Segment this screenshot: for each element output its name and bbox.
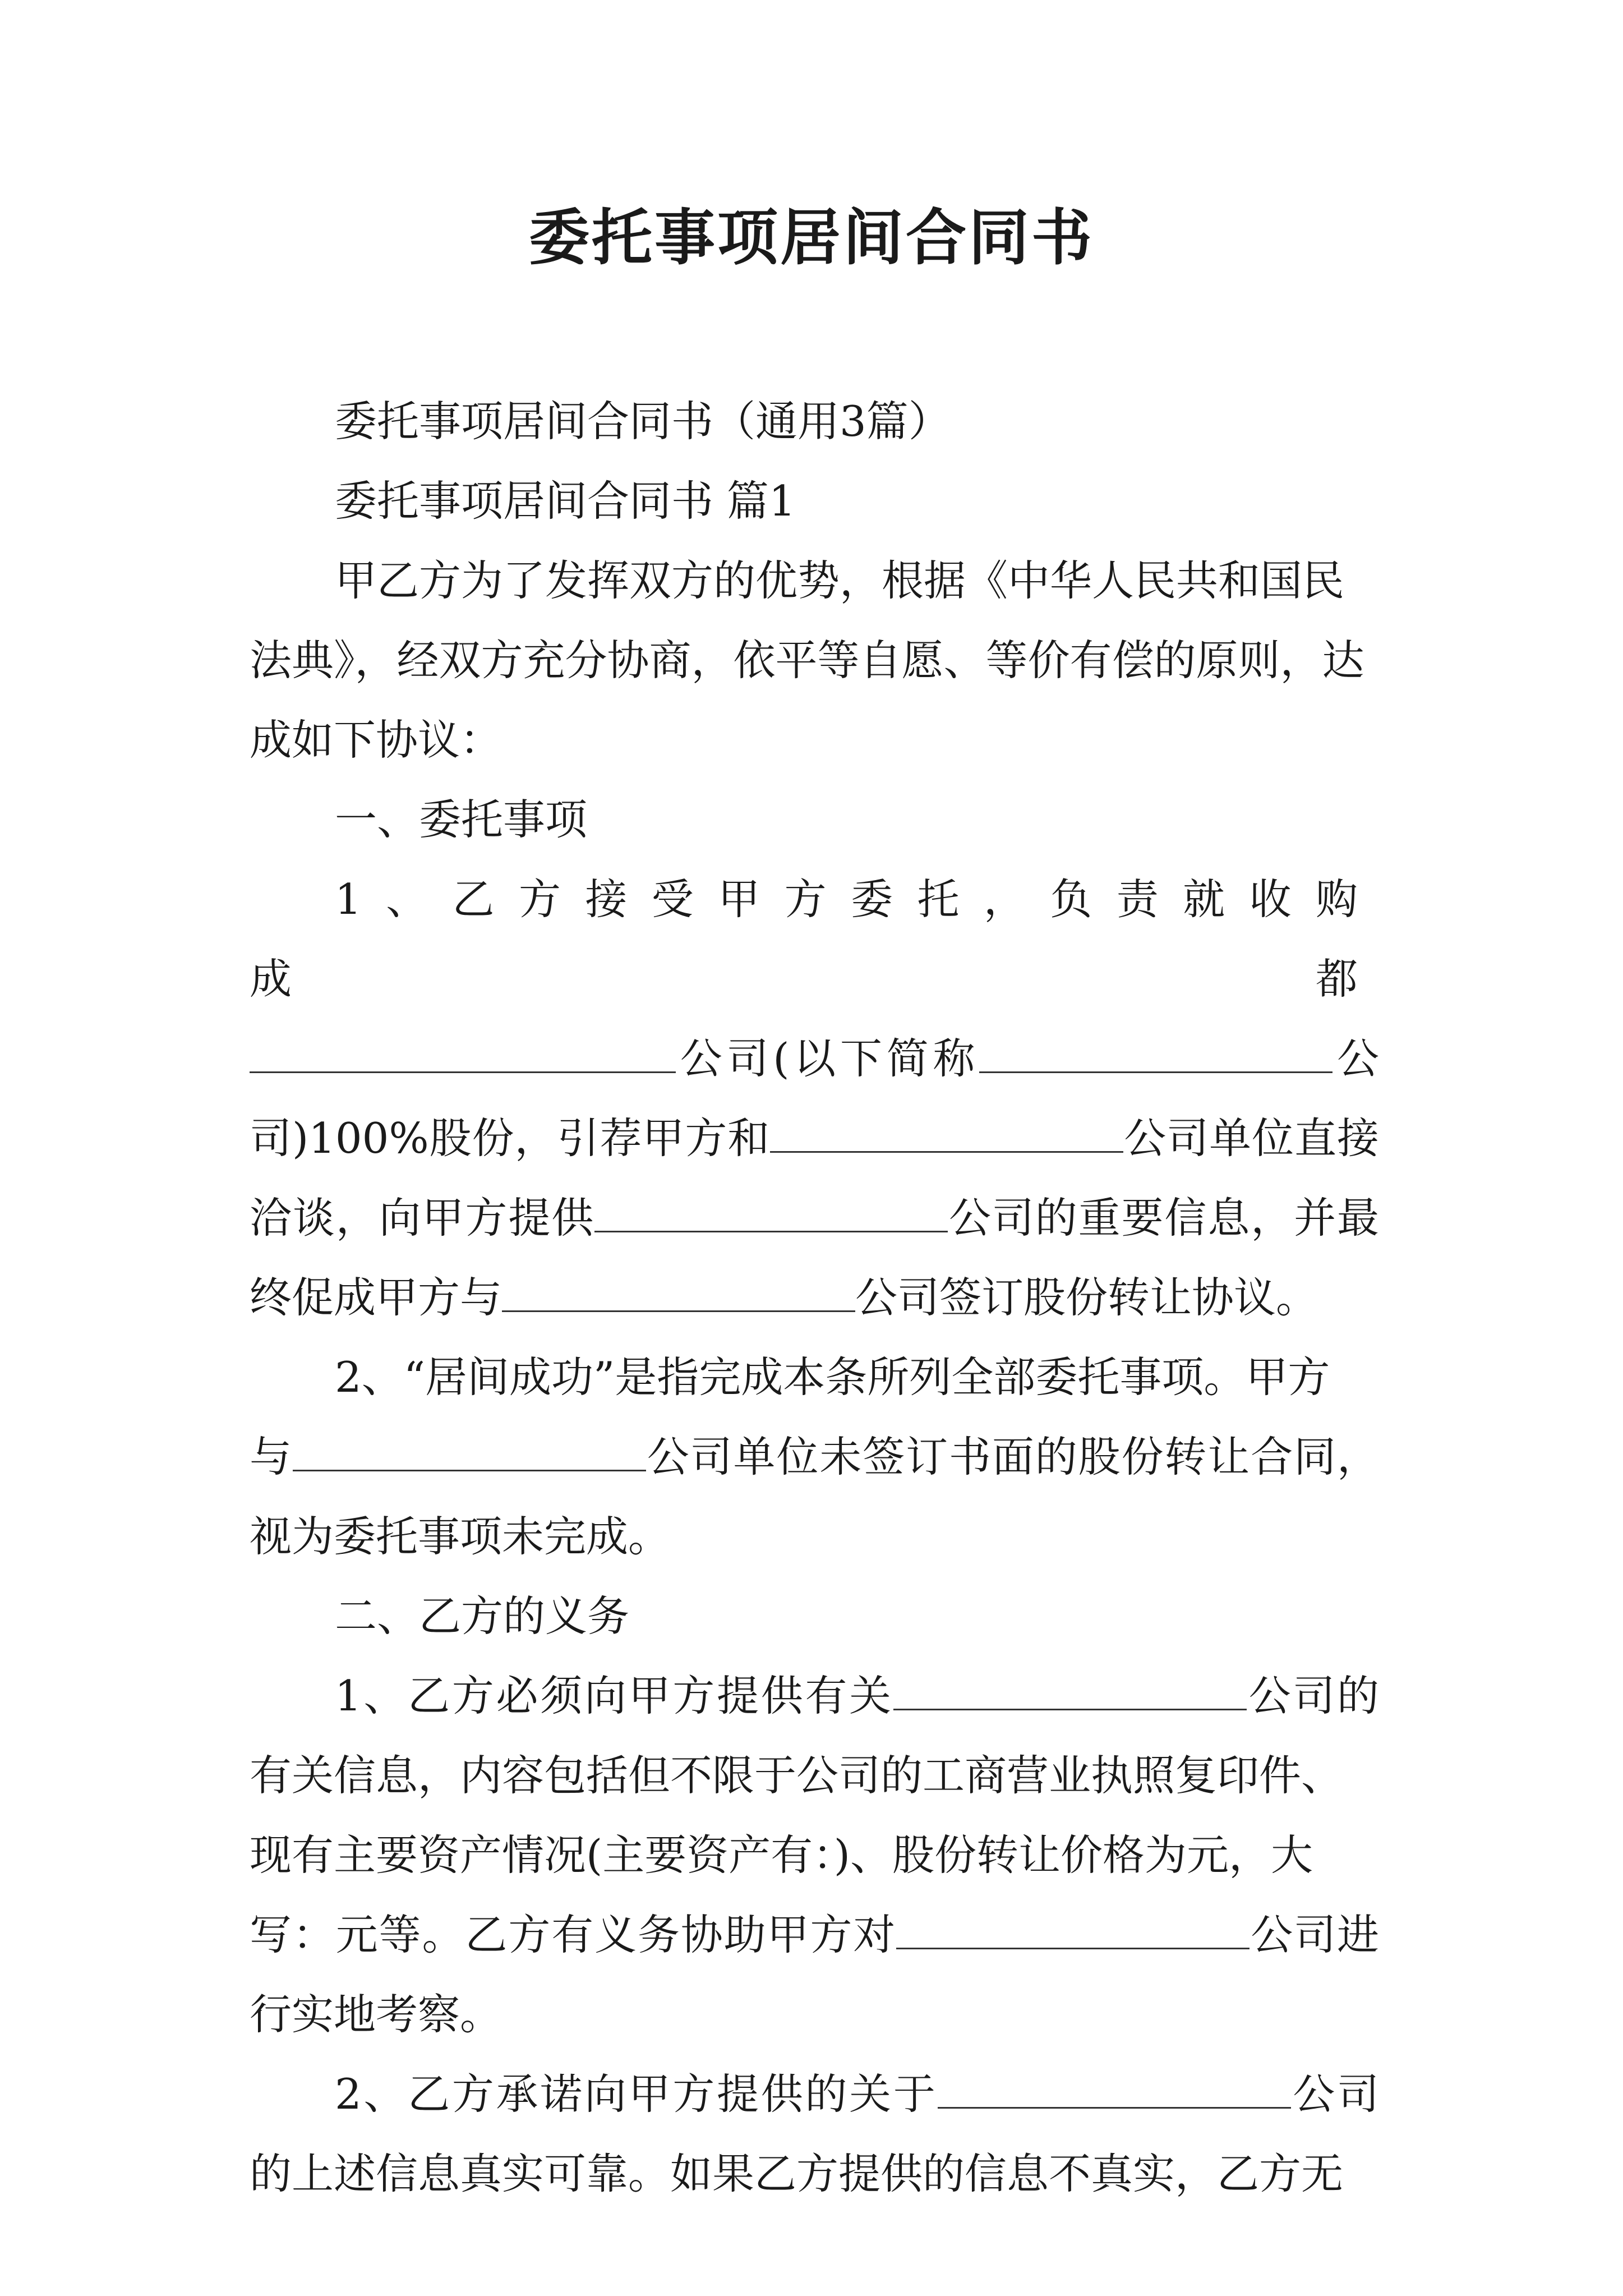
clause-text: 公司签订股份转让协议。 bbox=[855, 1273, 1318, 1322]
heading-entrusted-matters: 一、委托事项 bbox=[335, 795, 588, 844]
clause-1-2 bbox=[250, 1337, 1379, 1576]
clause-2-1-line3: 现有主要资产情况(主要资产有：)、股份转让价格为元，大 bbox=[250, 1830, 1313, 1880]
clause-text: 公司的 bbox=[1246, 1671, 1379, 1720]
heading-party-b-obligations: 二、乙方的义务 bbox=[335, 1591, 630, 1641]
intro-paragraph bbox=[250, 541, 1379, 780]
clause-text: 公司(以下简称 bbox=[676, 1034, 980, 1083]
blank-line bbox=[293, 1429, 646, 1471]
clause-text: 终促成甲方与 bbox=[250, 1273, 502, 1322]
clause-2-2-line1 bbox=[250, 2054, 1379, 2134]
blank-line bbox=[770, 1111, 1123, 1153]
clause-2-1-line5: 行实地考察。 bbox=[250, 1990, 502, 2039]
clause-1-2-line3: 视为委托事项未完成。 bbox=[250, 1512, 671, 1561]
clause-text: 公司单位未签订书面的股份转让合同， bbox=[645, 1432, 1379, 1481]
blank-line bbox=[893, 1668, 1247, 1710]
document-title: 委托事项居间合同书 bbox=[528, 203, 1094, 273]
clause-text: 2、乙方承诺向甲方提供的关于 bbox=[335, 2069, 938, 2119]
blank-line bbox=[502, 1270, 855, 1312]
document-body bbox=[250, 381, 1379, 2214]
section-heading: 委托事项居间合同书 篇1 bbox=[335, 476, 796, 526]
clause-text: 公 bbox=[1332, 1034, 1379, 1083]
clause-1-1-line1: 1、乙方接受甲方委托，负责就收购成都 bbox=[250, 875, 1379, 1004]
blank-line bbox=[938, 2067, 1291, 2109]
blank-line bbox=[594, 1190, 948, 1232]
blank-line bbox=[896, 1907, 1249, 1949]
clause-text: 公司的重要信息，并最 bbox=[948, 1193, 1379, 1243]
clause-1-1-line3 bbox=[250, 1098, 1379, 1178]
clause-text: 洽谈，向甲方提供 bbox=[250, 1193, 595, 1243]
clause-1-1-line5 bbox=[250, 1258, 1379, 1337]
blank-line bbox=[979, 1031, 1332, 1073]
clause-2-1 bbox=[250, 1656, 1379, 2054]
clause-1-1-line4 bbox=[250, 1178, 1379, 1258]
clause-2-1-line1 bbox=[250, 1656, 1379, 1736]
clause-1-1-line2 bbox=[250, 1019, 1379, 1098]
clause-1-2-line1: 2、“居间成功”是指完成本条所列全部委托事项。甲方 bbox=[335, 1352, 1330, 1402]
clause-2-2-line2: 的上述信息真实可靠。如果乙方提供的信息不真实，乙方无 bbox=[250, 2149, 1344, 2198]
clause-2-1-line4 bbox=[250, 1895, 1379, 1975]
subtitle: 委托事项居间合同书（通用3篇） bbox=[335, 397, 951, 446]
blank-line bbox=[250, 1031, 676, 1073]
clause-text: 公司 bbox=[1290, 2069, 1379, 2119]
clause-text: 与 bbox=[250, 1432, 293, 1481]
clause-text: 司)100%股份，引荐甲方和 bbox=[250, 1114, 771, 1163]
intro-text: 甲乙方为了发挥双方的优势，根据《中华人民共和国民法典》，经双方充分协商，依平等自愿、等价有偿的原则，达成如下协议： bbox=[250, 556, 1364, 765]
clause-2-1-line2: 有关信息，内容包括但不限于公司的工商营业执照复印件、 bbox=[250, 1751, 1344, 1800]
clause-text: 写：元等。乙方有义务协助甲方对 bbox=[250, 1910, 897, 1959]
clause-1-2-line2 bbox=[250, 1417, 1379, 1497]
clause-text: 公司进 bbox=[1249, 1910, 1379, 1959]
clause-2-2 bbox=[250, 2054, 1379, 2214]
clause-text: 公司单位直接 bbox=[1123, 1114, 1379, 1163]
clause-text: 1、乙方必须向甲方提供有关 bbox=[335, 1671, 893, 1720]
clause-1-1 bbox=[250, 859, 1379, 1337]
